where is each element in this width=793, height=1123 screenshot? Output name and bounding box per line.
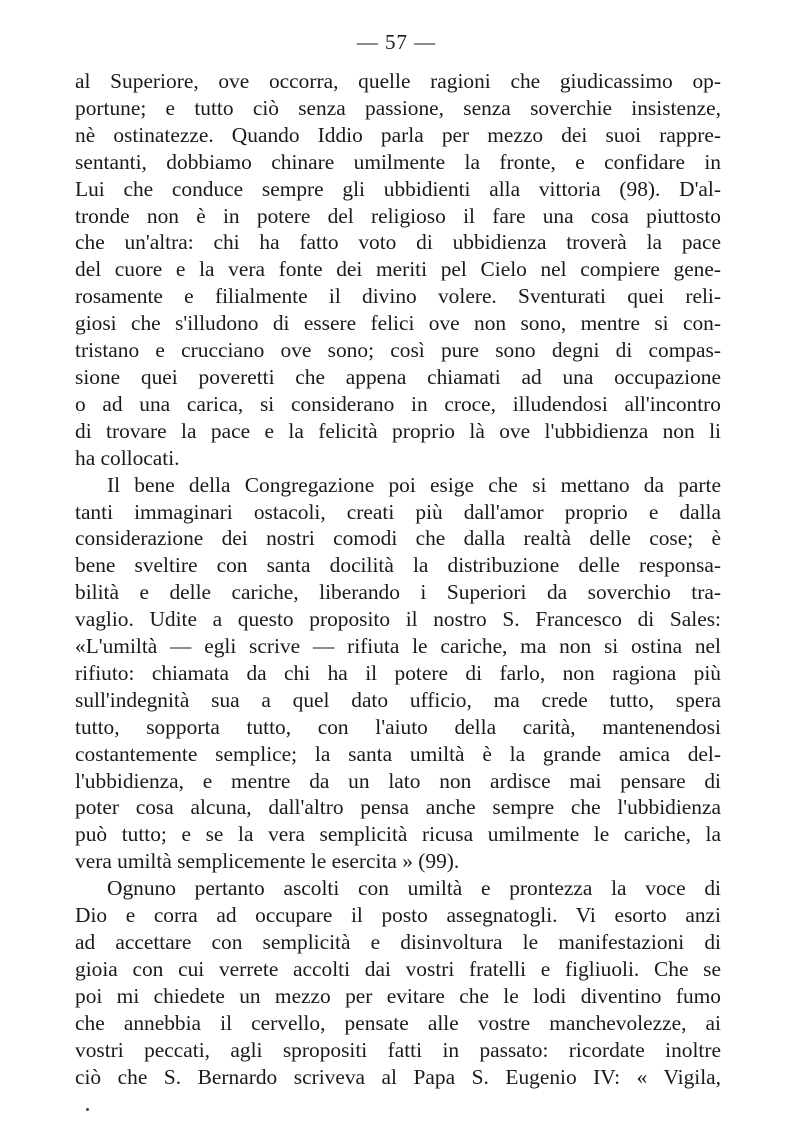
text-line: tutto, sopporta tutto, con l'aiuto della carità, mantenendosi <box>75 714 721 739</box>
text-line: ad accettare con semplicità e disinvoltura le manifestazioni di <box>75 930 721 954</box>
text-line: ciò che S. Bernardo scriveva al Papa S. Eugenio IV: « Vigila, <box>75 1064 721 1089</box>
text-line: del cuore e la vera fonte dei meriti pel Cielo nel compiere gene- <box>75 257 721 282</box>
text-line: considerazione dei nostri comodi che dalla realtà delle cose; è <box>75 526 721 551</box>
text-line: può tutto; e se la vera semplicità ricusa umilmente le cariche, la <box>75 822 721 847</box>
text-line: giosi che s'illudono di essere felici ove non sono, mentre si con- <box>75 311 721 336</box>
text-line: Lui che conduce sempre gli ubbidienti alla vittoria (98). D'al- <box>75 176 721 201</box>
paragraph-2 <box>75 472 721 876</box>
text-line: di trovare la pace e la felicità proprio là ove l'ubbidienza non li <box>75 418 721 443</box>
text-line: costantemente semplice; la santa umiltà è la grande amica del- <box>75 741 721 766</box>
text-line: sentanti, dobbiamo chinare umilmente la fronte, e confidare in <box>75 149 721 174</box>
text-line: sull'indegnità sua a quel dato ufficio, ma crede tutto, spera <box>75 687 721 712</box>
text-line: poi mi chiedete un mezzo per evitare che le lodi diventino fumo <box>75 983 721 1008</box>
text-line: rosamente e filialmente il divino volere. Sventurati quei reli- <box>75 284 721 309</box>
paragraph-3 <box>75 875 721 1090</box>
text-line: bene sveltire con santa docilità la distribuzione delle responsa- <box>75 553 721 578</box>
text-line: vaglio. Udite a questo proposito il nostro S. Francesco di Sales: <box>75 607 721 632</box>
page-number: — 57 — <box>356 30 437 54</box>
text-line: l'ubbidienza, e mentre da un lato non ardisce mai pensare di <box>75 768 721 793</box>
text-line: Il bene della Congregazione poi esige che si mettano da parte <box>107 472 721 497</box>
text-line: Dio e corra ad occupare il posto assegnatogli. Vi esorto anzi <box>75 903 721 928</box>
text-line: che un'altra: chi ha fatto voto di ubbidienza troverà la pace <box>75 230 721 255</box>
text-line: tristano e crucciano ove sono; così pure sono degni di compas- <box>75 338 721 363</box>
text-line: Ognuno pertanto ascolti con umiltà e prontezza la voce di <box>107 876 721 901</box>
text-line: vera umiltà semplicemente le esercita » (99). <box>75 849 460 874</box>
paragraph-1 <box>75 68 721 472</box>
text-line: gioia con cui verrete accolti dai vostri fratelli e figliuoli. Che se <box>75 956 721 981</box>
ink-speck <box>86 1108 89 1111</box>
text-line: o ad una carica, si considerano in croce, illudendosi all'incontro <box>75 391 721 416</box>
text-line: «L'umiltà — egli scrive — rifiuta le cariche, ma non si ostina nel <box>75 634 721 659</box>
body-text <box>75 68 721 1090</box>
text-line: sione quei poveretti che appena chiamati ad una occupazione <box>75 364 721 389</box>
text-line: poter cosa alcuna, dall'altro pensa anche sempre che l'ubbidienza <box>75 795 721 820</box>
text-line: rifiuto: chiamata da chi ha il potere di farlo, non ragiona più <box>75 660 721 685</box>
text-line: vostri peccati, agli spropositi fatti in passato: ricordate inoltre <box>75 1037 721 1062</box>
text-line: bilità e delle cariche, liberando i Superiori da soverchio tra- <box>75 580 721 605</box>
text-line: al Superiore, ove occorra, quelle ragioni che giudicassimo op- <box>75 69 721 93</box>
text-line: portune; e tutto ciò senza passione, senza soverchie insistenze, <box>75 95 721 120</box>
text-line: tanti immaginari ostacoli, creati più dall'amor proprio e dalla <box>75 499 721 524</box>
text-line: ha collocati. <box>75 445 180 470</box>
text-line: nè ostinatezze. Quando Iddio parla per mezzo dei suoi rappre- <box>75 122 721 147</box>
text-line: che annebbia il cervello, pensate alle vostre manchevolezze, ai <box>75 1010 721 1035</box>
text-line: tronde non è in potere del religioso il fare una cosa piuttosto <box>75 203 721 228</box>
